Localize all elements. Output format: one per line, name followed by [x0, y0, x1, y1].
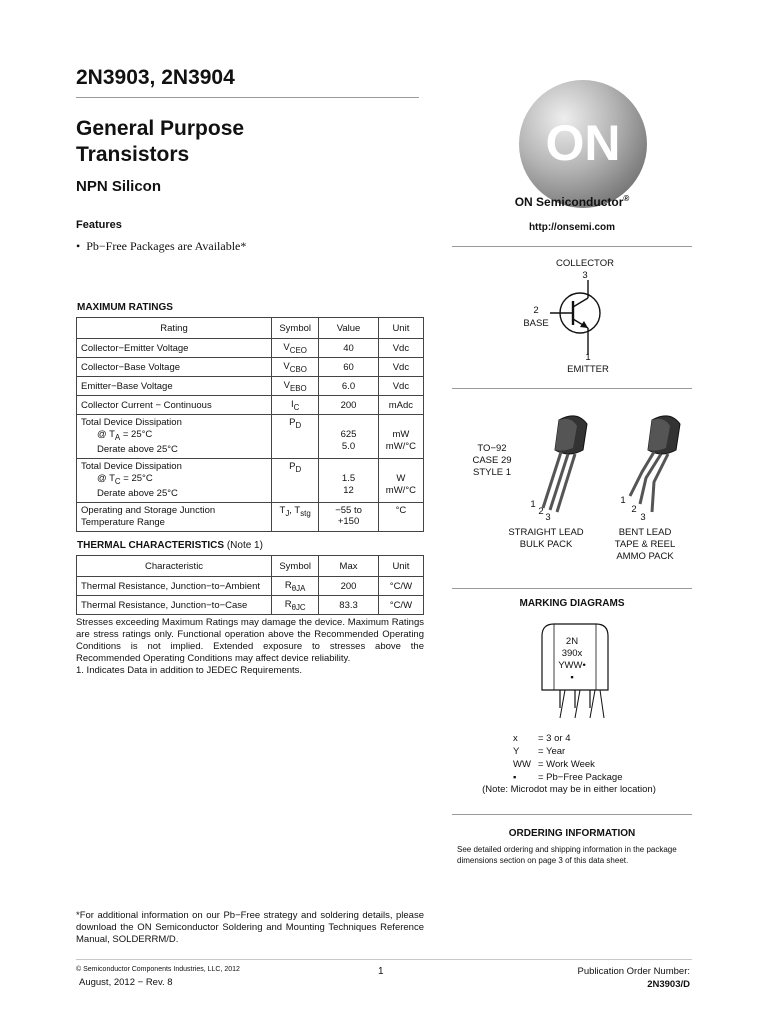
pbfree-note: *For additional information on our Pb−Free strategy and soldering details, please download the ON Semiconductor Soldering and Mounting Techniques Reference Manual, SOLDERRM/D.: [76, 910, 424, 945]
unit-cell: mAdc: [378, 396, 423, 415]
thermal-note: (Note 1): [226, 540, 263, 551]
rating-cell: Collector−Emitter Voltage: [77, 339, 272, 358]
marking-text: 2N 390x YWW• ▪: [558, 636, 586, 683]
npn-transistor-symbol: [540, 280, 620, 355]
website-link[interactable]: http://onsemi.com: [528, 222, 616, 233]
characteristic-cell: Thermal Resistance, Junction−to−Case: [77, 596, 272, 615]
column-header: Value: [319, 318, 379, 339]
rating-cell: Operating and Storage Junction Temperature Range: [77, 502, 272, 531]
symbol-cell: $V_{CBO}$: [272, 358, 319, 377]
marking-title: MARKING DIAGRAMS: [519, 598, 625, 609]
rating-cell: Collector Current − Continuous: [77, 396, 272, 415]
pin-label: 2: [538, 506, 544, 517]
column-header: Symbol: [272, 556, 319, 577]
unit-cell: °C/W: [378, 577, 423, 596]
emitter-pin: 1: [585, 352, 591, 363]
column-header: Max: [319, 556, 379, 577]
straight-lead-label: STRAIGHT LEAD BULK PACK: [508, 527, 584, 550]
part-numbers: 2N3903, 2N3904: [76, 66, 235, 89]
header-rule: [76, 97, 419, 98]
unit-cell: Vdc: [378, 339, 423, 358]
features-list-item: [76, 239, 246, 254]
symbol-cell: $V_{EBO}$: [272, 377, 319, 396]
unit-cell: °C: [378, 502, 423, 531]
value-cell: 200: [319, 396, 379, 415]
divider: [452, 588, 692, 589]
company-name: ON Semiconductor®: [514, 194, 630, 209]
symbol-cell: $R_{\theta JC}$: [272, 596, 319, 615]
divider: [452, 246, 692, 247]
legend-row: Y = Year: [513, 746, 566, 757]
column-header: Unit: [378, 556, 423, 577]
rating-cell: Total Device Dissipation @ $T_C = 25^\circ C$ Derate above 25°C: [77, 458, 272, 502]
column-header: Unit: [378, 318, 423, 339]
publication-number: 2N3903/D: [647, 979, 690, 990]
bent-lead-label: BENT LEAD TAPE & REEL AMMO PACK: [614, 527, 676, 562]
value-cell: 200: [319, 577, 379, 596]
ordering-title: ORDERING INFORMATION: [508, 828, 636, 839]
table-row: [77, 596, 424, 615]
footnote-1: 1. Indicates Data in addition to JEDEC Requirements.: [76, 665, 303, 676]
base-pin: 2: [533, 305, 539, 316]
pin-label: 3: [640, 512, 646, 523]
pin-label: 1: [530, 499, 536, 510]
symbol-cell: $P_D$: [272, 458, 319, 502]
legend-row: ▪ = Pb−Free Package: [513, 772, 623, 783]
features-heading: Features: [76, 219, 122, 231]
value-cell: 60: [319, 358, 379, 377]
registered-mark: ®: [623, 194, 630, 203]
legend-row: WW = Work Week: [513, 759, 595, 770]
divider: [452, 388, 692, 389]
legend-row: x = 3 or 4: [513, 733, 571, 744]
table-header-row: [77, 318, 424, 339]
value-cell: 6.0: [319, 377, 379, 396]
bullet-icon: •: [76, 239, 87, 253]
unit-cell: W mW/°C: [378, 458, 423, 502]
symbol-cell: $V_{CEO}$: [272, 339, 319, 358]
column-header: Rating: [77, 318, 272, 339]
pin-label: 1: [620, 495, 626, 506]
table-row: [77, 415, 424, 459]
column-header: Characteristic: [77, 556, 272, 577]
marking-note: (Note: Microdot may be in either location): [482, 784, 656, 795]
column-header: Symbol: [272, 318, 319, 339]
thermal-table: [76, 555, 424, 615]
footer-rule: [76, 959, 692, 960]
thermal-title: THERMAL CHARACTERISTICS (Note 1): [77, 540, 263, 551]
unit-cell: Vdc: [378, 358, 423, 377]
page-number: 1: [378, 966, 384, 977]
collector-label: COLLECTOR: [556, 258, 614, 269]
table-row: [77, 377, 424, 396]
emitter-label: EMITTER: [567, 364, 609, 375]
marking-legend: [513, 732, 623, 784]
unit-cell: Vdc: [378, 377, 423, 396]
value-cell: 83.3: [319, 596, 379, 615]
pin-label: 2: [631, 504, 637, 515]
pin-label: 3: [545, 512, 551, 523]
title-line-2: Transistors: [76, 143, 190, 166]
divider: [452, 814, 692, 815]
rating-cell: Collector−Base Voltage: [77, 358, 272, 377]
max-ratings-table: [76, 317, 424, 532]
max-ratings-title: MAXIMUM RATINGS: [77, 302, 173, 313]
symbol-cell: $R_{\theta JA}$: [272, 577, 319, 596]
unit-cell: mW mW/°C: [378, 415, 423, 459]
rating-cell: Emitter−Base Voltage: [77, 377, 272, 396]
table-row: [77, 339, 424, 358]
unit-cell: °C/W: [378, 596, 423, 615]
table-row: [77, 577, 424, 596]
subtitle: NPN Silicon: [76, 178, 162, 195]
title-line-1: General Purpose: [76, 117, 245, 140]
table-row: [77, 396, 424, 415]
page-title: [76, 116, 244, 168]
stress-note: Stresses exceeding Maximum Ratings may damage the device. Maximum Ratings are stress ratings only. Functional operation above the Recommended Operating Conditions is not implied. Extended exposure to stresses above the Recommended Operating Conditions may affect device reliability.: [76, 617, 424, 664]
ordering-text: See detailed ordering and shipping information in the package dimensions section on page 3 of this data sheet.: [457, 845, 677, 865]
table-row: [77, 502, 424, 531]
table-row: [77, 458, 424, 502]
package-label: TO−92 CASE 29 STYLE 1: [472, 443, 512, 478]
value-cell: 1.5 12: [319, 458, 379, 502]
symbol-cell: $I_C$: [272, 396, 319, 415]
symbol-cell: $T_J$, $T_{stg}$: [272, 502, 319, 531]
on-logo: [517, 78, 649, 210]
collector-pin: 3: [582, 270, 588, 281]
logo-text: ON: [545, 115, 621, 171]
value-cell: 40: [319, 339, 379, 358]
table-row: [77, 358, 424, 377]
footer-date: August, 2012 − Rev. 8: [79, 977, 173, 988]
characteristic-cell: Thermal Resistance, Junction−to−Ambient: [77, 577, 272, 596]
value-cell: 625 5.0: [319, 415, 379, 459]
symbol-cell: $P_D$: [272, 415, 319, 459]
value-cell: −55 to +150: [319, 502, 379, 531]
table-header-row: [77, 556, 424, 577]
rating-cell: Total Device Dissipation @ $T_A = 25^\circ C$ Derate above 25°C: [77, 415, 272, 459]
publication-label: Publication Order Number:: [577, 966, 690, 977]
feature-text: Pb−Free Packages are Available*: [86, 239, 247, 253]
footer-copyright: © Semiconductor Components Industries, LLC, 2012: [76, 966, 240, 973]
base-label: BASE: [523, 318, 549, 329]
